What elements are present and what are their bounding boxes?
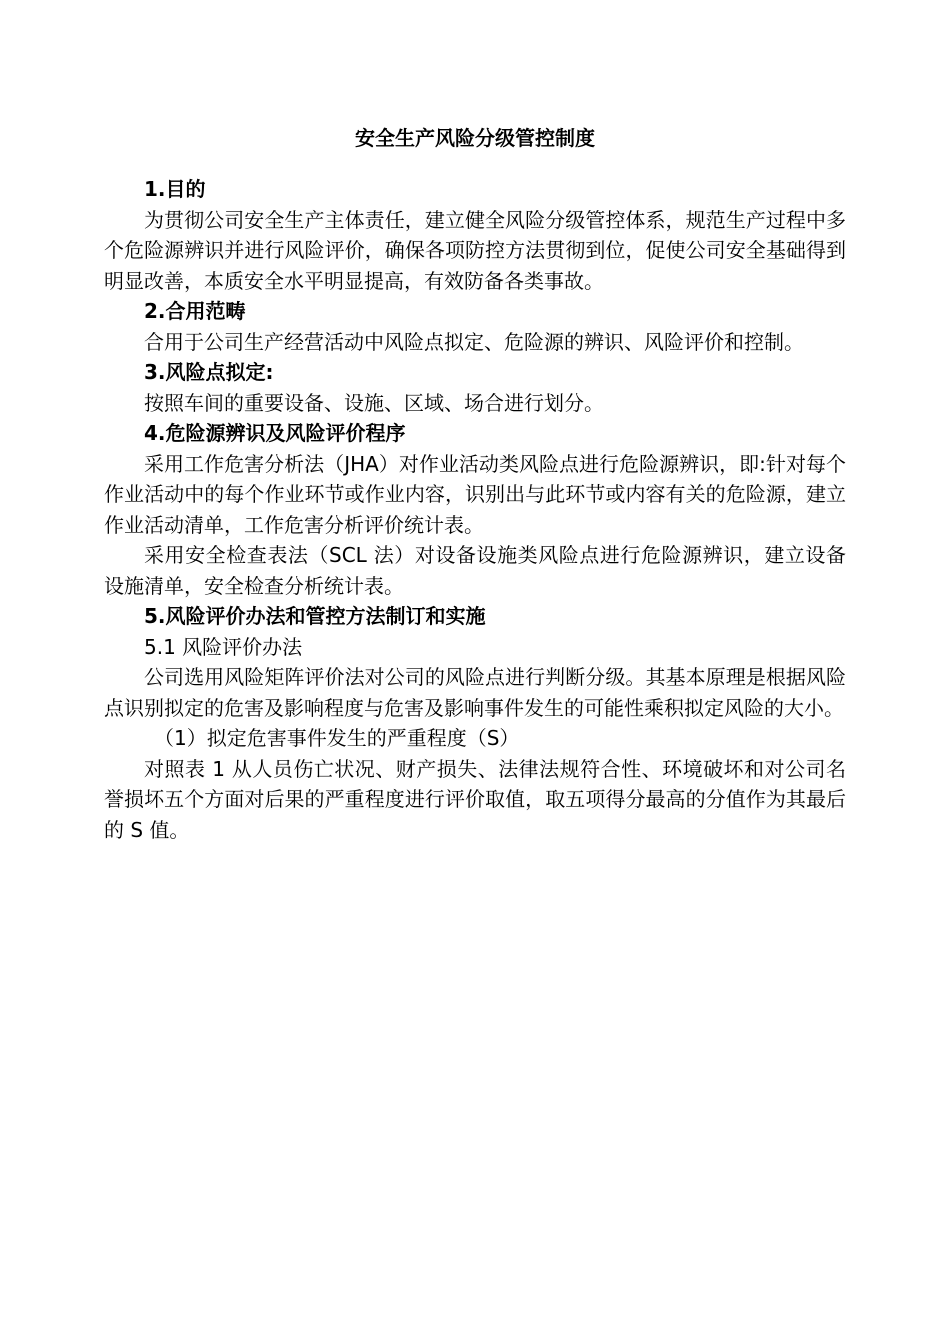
paragraph-purpose: 为贯彻公司安全生产主体责任，建立健全风险分级管控体系，规范生产过程中多个危险源辨识并进行风险评价，确保各项防控方法贯彻到位，促使公司安全基础得到明显改善，本质安全水平明显提高，有效防备各类事故。 (104, 207, 846, 293)
item-heading-severity: （1）拟定危害事件发生的严重程度（S） (154, 726, 520, 750)
section-heading-scope: 2.合用范畴 (144, 299, 246, 323)
subsection-heading-evaluation: 5.1 风险评价办法 (144, 634, 303, 659)
section-heading-risk-points: 3.风险点拟定: (144, 360, 274, 384)
document-body (104, 123, 846, 845)
paragraph-scl: 采用安全检查表法（SCL 法）对设备设施类风险点进行危险源辨识，建立设备设施清单，安全检查分析统计表。 (104, 543, 846, 598)
section-heading-purpose: 1.目的 (144, 177, 206, 201)
paragraph-jha: 采用工作危害分析法（JHA）对作业活动类风险点进行危险源辨识，即:针对每个作业活动中的每个作业环节或作业内容，识别出与此环节或内容有关的危险源，建立作业活动清单，工作危害分析评价统计表。 (104, 451, 846, 537)
section-heading-evaluation-methods: 5.风险评价办法和管控方法制订和实施 (144, 604, 486, 628)
document-title: 安全生产风险分级管控制度 (355, 126, 595, 150)
paragraph-scope: 合用于公司生产经营活动中风险点拟定、危险源的辨识、风险评价和控制。 (144, 329, 804, 354)
paragraph-severity: 对照表 1 从人员伤亡状况、财产损失、法律法规符合性、环境破坏和对公司名誉损坏五个方面对后果的严重程度进行评价取值，取五项得分最高的分值作为其最后的 S 值。 (104, 756, 846, 842)
paragraph-risk-points: 按照车间的重要设备、设施、区域、场合进行划分。 (144, 390, 604, 415)
section-heading-hazard-identification: 4.危险源辨识及风险评价程序 (144, 421, 406, 445)
paragraph-risk-matrix: 公司选用风险矩阵评价法对公司的风险点进行判断分级。其基本原理是根据风险点识别拟定的危害及影响程度与危害及影响事件发生的可能性乘积拟定风险的大小。 (104, 665, 846, 720)
